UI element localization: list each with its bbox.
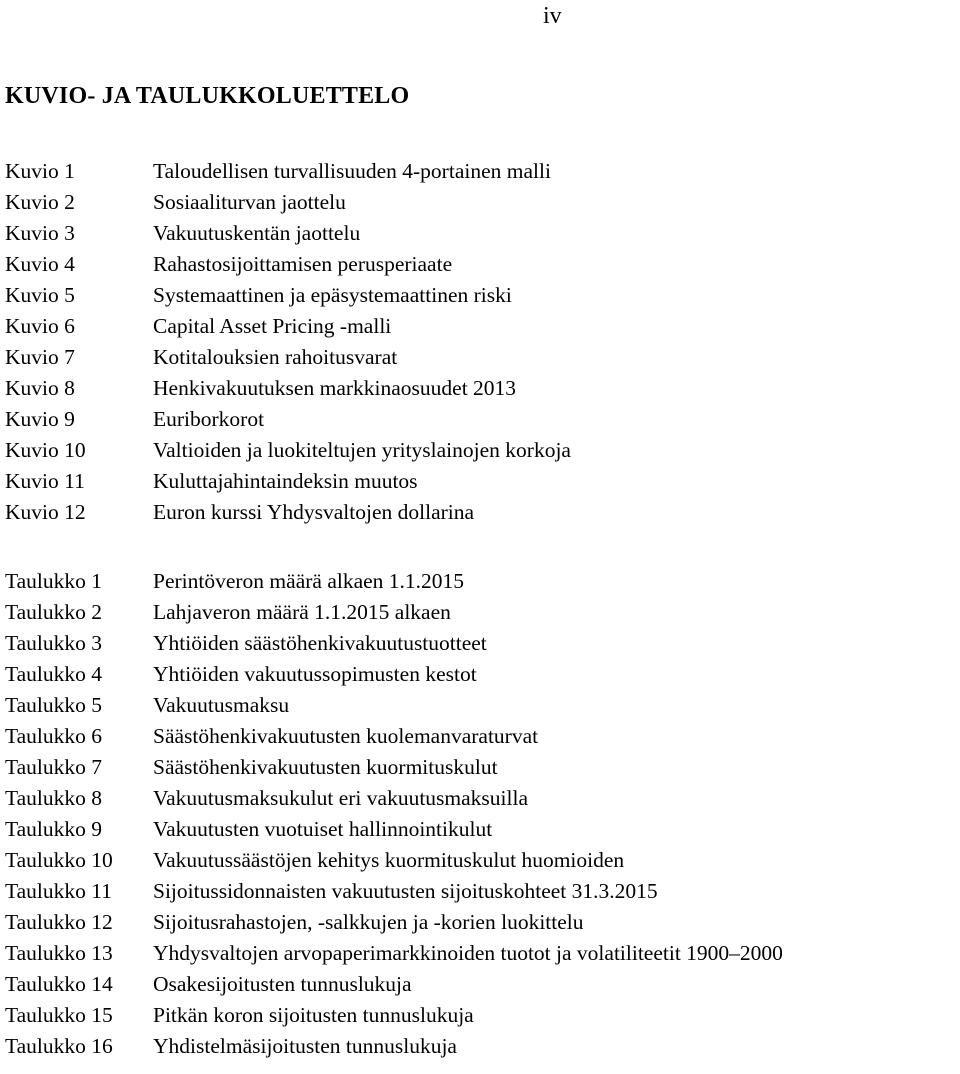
table-title: Lahjaveron määrä 1.1.2015 alkaen [153, 600, 451, 624]
figure-entry [5, 249, 571, 280]
table-title: Sijoitussidonnaisten vakuutusten sijoituskohteet 31.3.2015 [153, 879, 658, 903]
figure-label: Kuvio 10 [5, 438, 86, 462]
table-title: Yhdysvaltojen arvopaperimarkkinoiden tuotot ja volatiliteetit 1900–2000 [153, 941, 783, 965]
figure-list [5, 156, 571, 528]
figure-entry [5, 187, 571, 218]
figure-entry [5, 497, 571, 528]
table-entry [5, 783, 783, 814]
figure-label: Kuvio 9 [5, 407, 75, 431]
table-label: Taulukko 3 [5, 631, 103, 655]
figure-label: Kuvio 12 [5, 500, 86, 524]
table-title: Osakesijoitusten tunnuslukuja [153, 972, 412, 996]
table-entry [5, 1031, 783, 1062]
table-label: Taulukko 8 [5, 786, 103, 810]
figure-label: Kuvio 4 [5, 252, 75, 276]
table-title: Vakuutusmaksukulut eri vakuutusmaksuilla [153, 786, 529, 810]
table-title: Yhtiöiden vakuutussopimusten kestot [153, 662, 477, 686]
table-entry [5, 721, 783, 752]
figure-title: Systemaattinen ja epäsystemaattinen riski [153, 283, 512, 307]
table-label: Taulukko 4 [5, 662, 103, 686]
figure-label: Kuvio 2 [5, 190, 75, 214]
figure-entry [5, 435, 571, 466]
page-number: iv [543, 3, 562, 29]
figure-label: Kuvio 3 [5, 221, 75, 245]
table-entry [5, 752, 783, 783]
figure-entry [5, 311, 571, 342]
table-label: Taulukko 14 [5, 972, 113, 996]
table-entry [5, 1000, 783, 1031]
figure-title: Taloudellisen turvallisuuden 4-portainen malli [153, 159, 551, 183]
page-heading: KUVIO- JA TAULUKKOLUETTELO [5, 83, 410, 109]
table-entry [5, 597, 783, 628]
table-label: Taulukko 9 [5, 817, 103, 841]
table-list [5, 566, 783, 1062]
figure-entry [5, 404, 571, 435]
table-label: Taulukko 11 [5, 879, 112, 903]
figure-label: Kuvio 11 [5, 469, 85, 493]
table-title: Perintöveron määrä alkaen 1.1.2015 [153, 569, 465, 593]
figure-entry [5, 156, 571, 187]
table-label: Taulukko 13 [5, 941, 113, 965]
table-label: Taulukko 2 [5, 600, 103, 624]
figure-label: Kuvio 6 [5, 314, 75, 338]
table-title: Yhtiöiden säästöhenkivakuutustuotteet [153, 631, 487, 655]
table-entry [5, 907, 783, 938]
table-label: Taulukko 10 [5, 848, 113, 872]
table-title: Vakuutussäästöjen kehitys kuormituskulut huomioiden [153, 848, 625, 872]
table-label: Taulukko 7 [5, 755, 103, 779]
table-entry [5, 938, 783, 969]
table-entry [5, 876, 783, 907]
figure-title: Rahastosijoittamisen perusperiaate [153, 252, 453, 276]
table-entry [5, 628, 783, 659]
figure-entry [5, 373, 571, 404]
table-entry [5, 659, 783, 690]
figure-title: Euron kurssi Yhdysvaltojen dollarina [153, 500, 475, 524]
table-title: Pitkän koron sijoitusten tunnuslukuja [153, 1003, 474, 1027]
figure-label: Kuvio 8 [5, 376, 75, 400]
figure-label: Kuvio 7 [5, 345, 75, 369]
table-entry [5, 969, 783, 1000]
figure-label: Kuvio 1 [5, 159, 75, 183]
table-label: Taulukko 5 [5, 693, 103, 717]
figure-title: Sosiaaliturvan jaottelu [153, 190, 346, 214]
figure-title: Kuluttajahintaindeksin muutos [153, 469, 418, 493]
table-entry [5, 690, 783, 721]
table-title: Säästöhenkivakuutusten kuolemanvaraturvat [153, 724, 539, 748]
table-label: Taulukko 15 [5, 1003, 113, 1027]
table-title: Vakuutusmaksu [153, 693, 290, 717]
table-label: Taulukko 6 [5, 724, 103, 748]
table-title: Säästöhenkivakuutusten kuormituskulut [153, 755, 498, 779]
figure-title: Kotitalouksien rahoitusvarat [153, 345, 398, 369]
figure-entry [5, 280, 571, 311]
figure-entry [5, 466, 571, 497]
table-entry [5, 566, 783, 597]
figure-title: Henkivakuutuksen markkinaosuudet 2013 [153, 376, 517, 400]
table-label: Taulukko 1 [5, 569, 103, 593]
figure-title: Valtioiden ja luokiteltujen yrityslainojen korkoja [153, 438, 571, 462]
table-entry [5, 814, 783, 845]
table-label: Taulukko 16 [5, 1034, 113, 1058]
table-label: Taulukko 12 [5, 910, 113, 934]
figure-entry [5, 218, 571, 249]
table-title: Yhdistelmäsijoitusten tunnuslukuja [153, 1034, 457, 1058]
table-title: Sijoitusrahastojen, -salkkujen ja -korien luokittelu [153, 910, 584, 934]
table-title: Vakuutusten vuotuiset hallinnointikulut [153, 817, 493, 841]
figure-entry [5, 342, 571, 373]
figure-title: Capital Asset Pricing -malli [153, 314, 392, 338]
figure-title: Euriborkorot [153, 407, 265, 431]
figure-label: Kuvio 5 [5, 283, 75, 307]
figure-title: Vakuutuskentän jaottelu [153, 221, 361, 245]
table-entry [5, 845, 783, 876]
